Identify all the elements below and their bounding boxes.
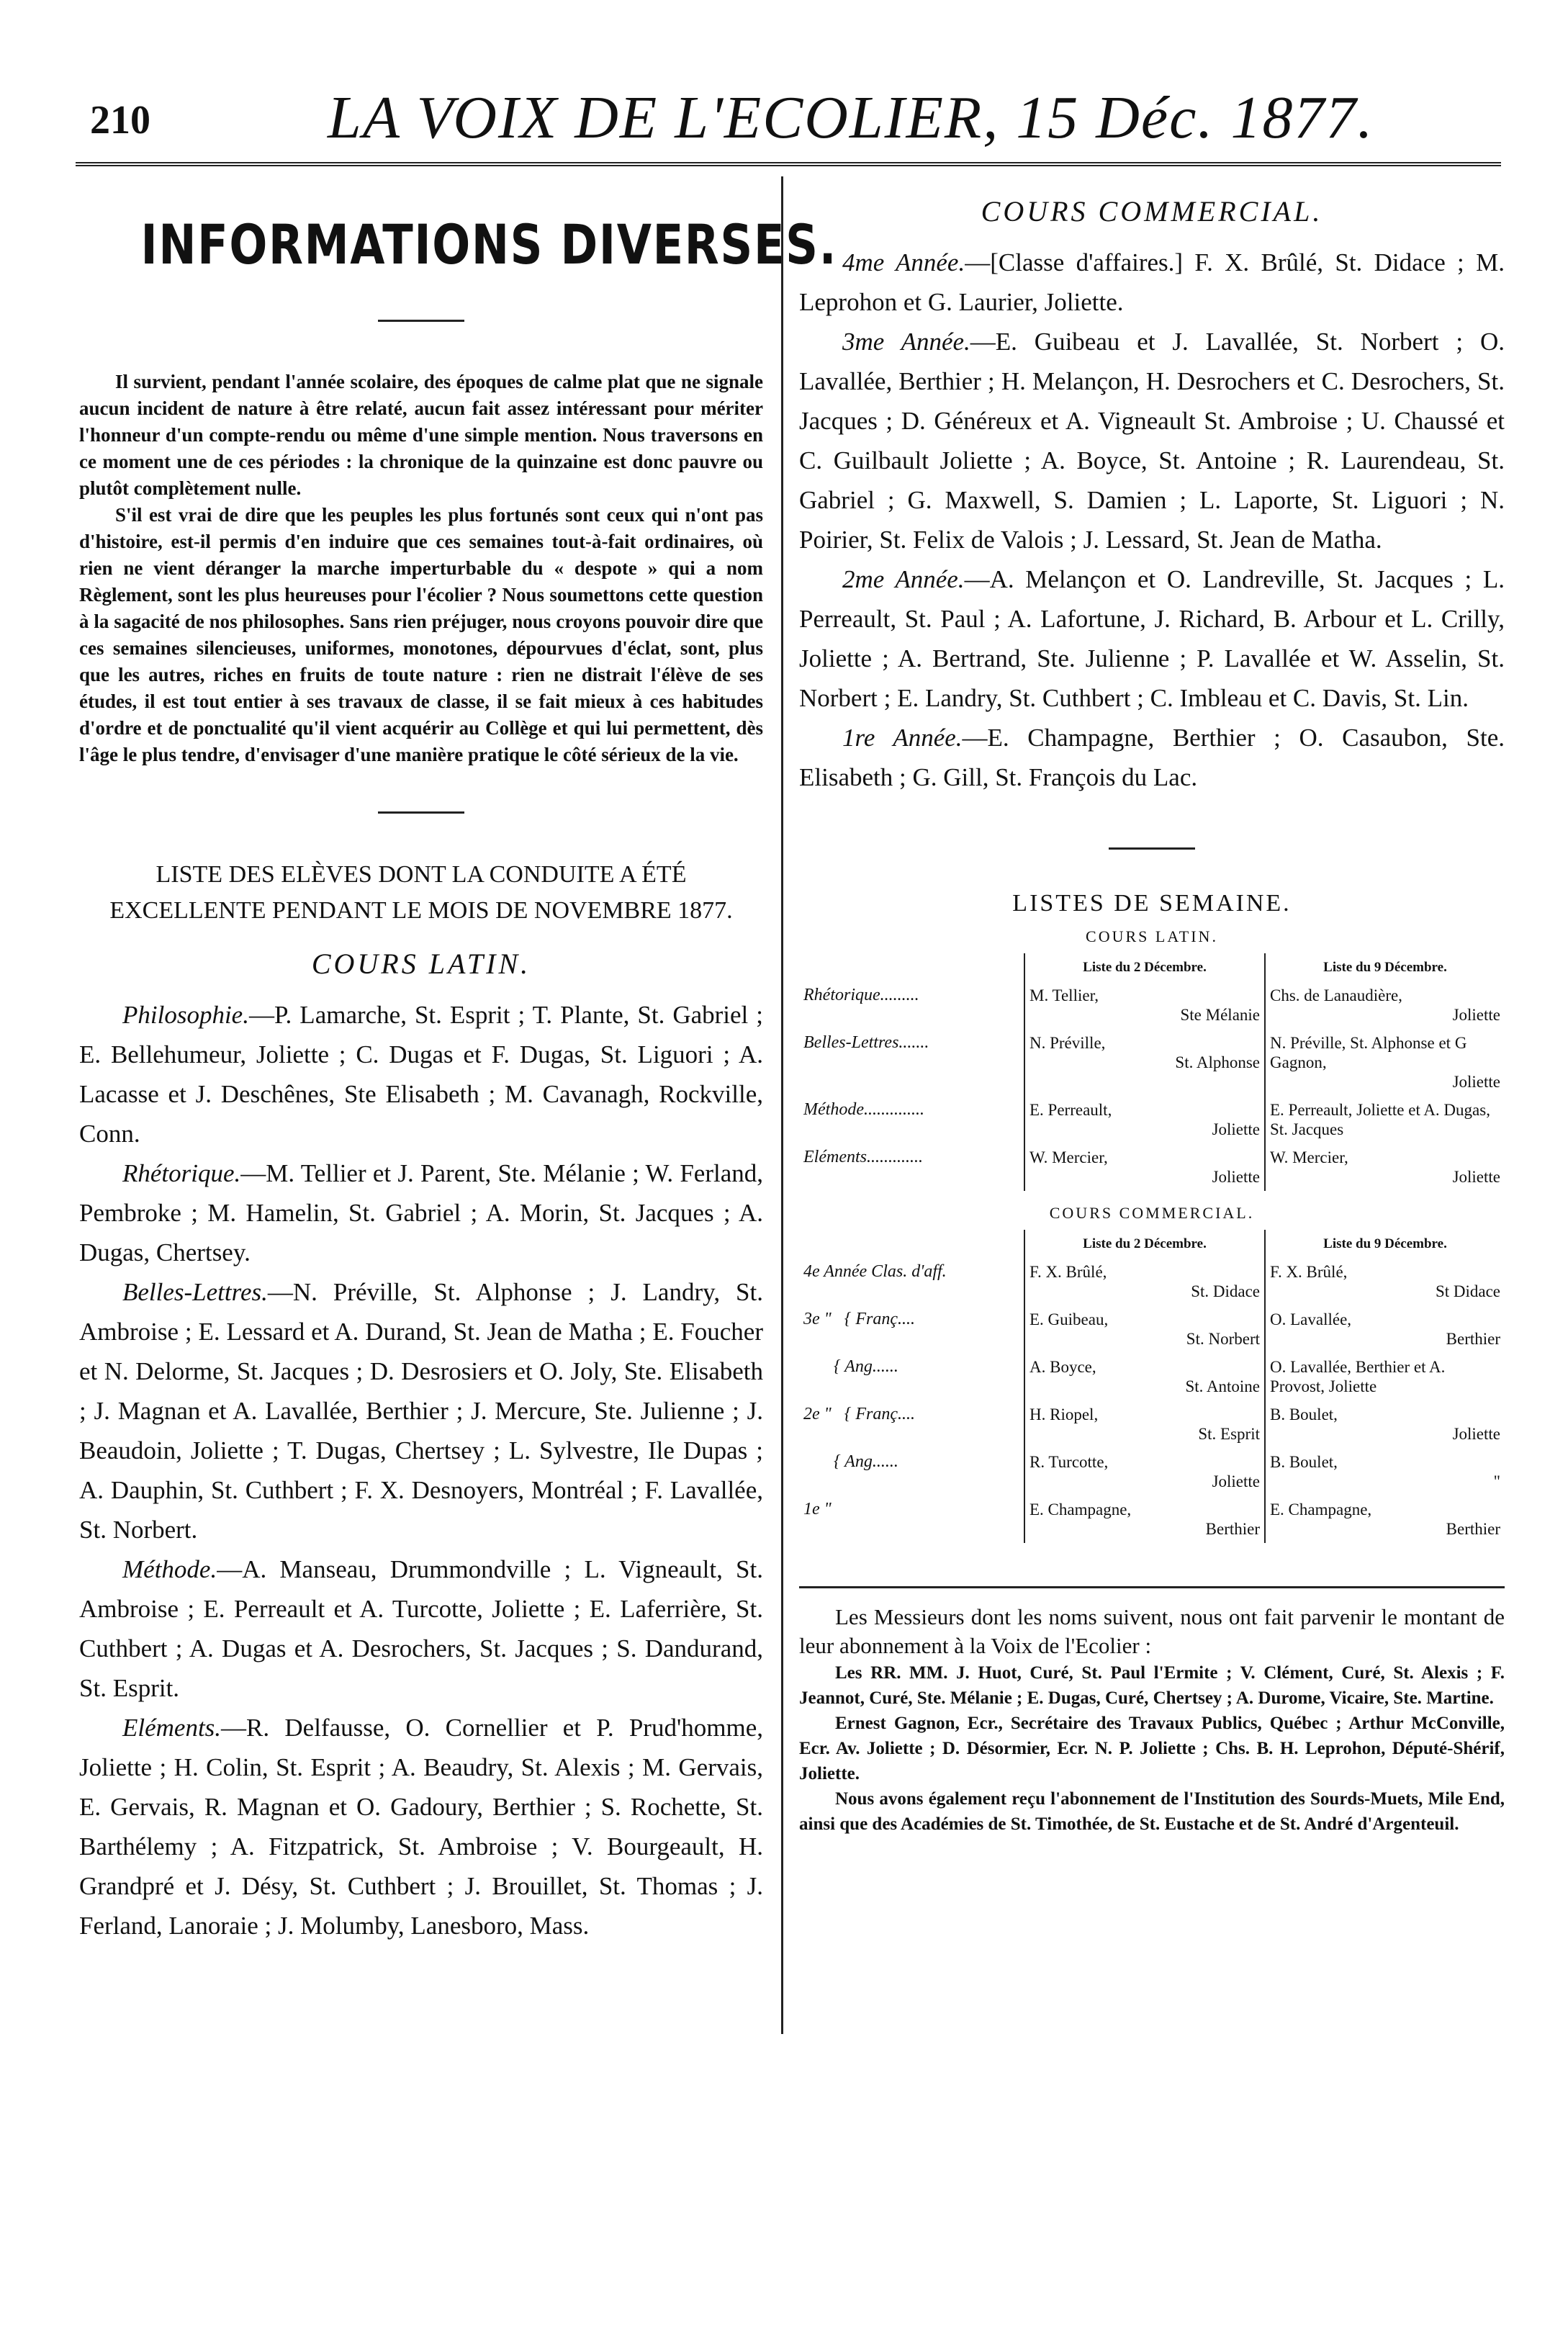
- cell-place: Joliette: [1452, 1168, 1500, 1186]
- entry-text: —E. Champagne, Berthier ; O. Casaubon, Ste. Elisabeth ; G. Gill, St. François du Lac.: [799, 724, 1505, 791]
- row-label: 2e " { Franç....: [803, 1405, 915, 1423]
- row-label: Belles-Lettres.......: [803, 1033, 929, 1052]
- table-header-row: [799, 953, 1505, 981]
- entry-text: —P. Lamarche, St. Esprit ; T. Plante, St. Gabriel ; E. Bellehumeur, Joliette ; C. Dugas et F. Dugas, St. Liguori ; A. Lacasse et J. Deschênes, Ste Elisabeth ; M. Cavanagh, Rockville, Conn.: [79, 1001, 763, 1148]
- entry-philosophie: [79, 995, 763, 1153]
- separator-rule: [799, 1586, 1505, 1588]
- cell-place: Joliette: [1212, 1168, 1260, 1186]
- entry-label: Eléments.: [122, 1714, 222, 1742]
- table-row: [799, 1400, 1505, 1448]
- table-header-row: [799, 1230, 1505, 1258]
- table-row: [799, 1096, 1505, 1143]
- subscribers-paragraph: Les RR. MM. J. Huot, Curé, St. Paul l'Ermite ; V. Clément, Curé, St. Alexis ; F. Jeannot, Curé, Ste. Mélanie ; E. Dugas, Curé, Chertsey ; A. Durome, Vicaire, Ste. Martine.: [799, 1663, 1505, 1708]
- cell-name: R. Turcotte,: [1029, 1453, 1109, 1471]
- cell-name: F. X. Brûlé,: [1270, 1263, 1348, 1281]
- table-row: [799, 1353, 1505, 1400]
- row-label: { Ang......: [803, 1452, 898, 1471]
- column-header: Liste du 9 Décembre.: [1265, 953, 1505, 981]
- cell-name: H. Riopel,: [1029, 1405, 1099, 1423]
- entry-label: Belles-Lettres.: [122, 1278, 268, 1306]
- entry-label: Rhétorique.: [122, 1159, 241, 1187]
- cours-commercial-heading: COURS COMMERCIAL.: [981, 195, 1323, 228]
- cell-place: Ste Mélanie: [1180, 1006, 1260, 1024]
- entry-text: —N. Préville, St. Alphonse ; J. Landry, St. Ambroise ; E. Lessard et A. Durand, St. Jean de Matha ; E. Foucher et N. Delorme, St. Jacques ; D. Desrosiers et O. Joly, Ste. Elisabeth ; J. Magnan et A. Lavallée, Berthier ; J. Mercure, Ste. Julienne ; J. Beaudoin, Joliette ; T. Dugas, Chertsey ; L. Sylvestre, Ile Dupas ; A. Dauphin, St. Cuthbert ; F. X. Desnoyers, Montréal ; F. Lavallée, St. Norbert.: [79, 1278, 763, 1544]
- entry-text: —A. Manseau, Drummondville ; L. Vigneault, St. Ambroise ; E. Perreault et A. Turcotte, Joliette ; E. Laferrière, St. Cuthbert ; A. Dugas et A. Desrochers, St. Jacques ; S. Dandurand, St. Esprit.: [79, 1555, 763, 1702]
- entry-belles-lettres: [79, 1272, 763, 1549]
- cell-place: Berthier: [1446, 1520, 1500, 1538]
- row-label: 1e ": [803, 1500, 832, 1519]
- entry-label: 1re Année.: [842, 724, 963, 752]
- entry-elements: [79, 1708, 763, 1945]
- entry-label: 3me Année.: [842, 328, 970, 356]
- cell-place: Joliette: [1452, 1073, 1500, 1091]
- cell-name: M. Tellier,: [1029, 986, 1099, 1004]
- entry-text: —A. Melançon et O. Landreville, St. Jacques ; L. Perreault, St. Paul ; A. Lafortune, J. Richard, B. Arbour et L. Crilly, Joliette ; A. Bertrand, Ste. Julienne ; P. Lavallée et W. Asselin, St. Norbert ; E. Landry, St. Cuthbert ; C. Imbleau et C. Davis, St. Lin.: [799, 565, 1505, 712]
- entry-text: —M. Tellier et J. Parent, Ste. Mélanie ; W. Ferland, Pembroke ; M. Hamelin, St. Gabriel ; A. Morin, St. Jacques ; A. Dugas, Chertsey.: [79, 1159, 763, 1267]
- cell-name: N. Préville,: [1029, 1034, 1106, 1052]
- entry-rhetorique: [79, 1153, 763, 1272]
- cell-place: St. Norbert: [1186, 1330, 1260, 1348]
- commercial-week-table: [799, 1230, 1505, 1543]
- latin-table-caption: COURS LATIN.: [1086, 927, 1218, 945]
- row-label: Méthode..............: [803, 1100, 924, 1119]
- cell-place: St. Antoine: [1185, 1377, 1260, 1395]
- entry-4me-annee: [799, 243, 1505, 322]
- entry-text: —E. Guibeau et J. Lavallée, St. Norbert ; O. Lavallée, Berthier ; H. Melançon, H. Desrochers et C. Desrochers, St. Jacques ; D. Généreux et A. Vigneault St. Ambroise ; U. Chaussé et C. Guilbault Joliette ; A. Boyce, St. Antoine ; R. Laurendeau, St. Gabriel ; G. Maxwell, S. Damien ; L. Laporte, St. Liguori ; N. Poirier, St. Felix de Valois ; J. Lessard, St. Jean de Matha.: [799, 328, 1505, 554]
- cell-name: W. Mercier,: [1270, 1148, 1348, 1166]
- table-row: [799, 1143, 1505, 1191]
- cell-name: O. Lavallée, Berthier et A. Provost, Joliette: [1270, 1358, 1446, 1395]
- column-divider: [781, 176, 783, 2034]
- entry-2me-annee: [799, 559, 1505, 718]
- cell-name: N. Préville, St. Alphonse et G Gagnon,: [1270, 1034, 1467, 1071]
- subscribers-section: [799, 1603, 1505, 1837]
- subscribers-paragraph: Ernest Gagnon, Ecr., Secrétaire des Travaux Publics, Québec ; Arthur McConville, Ecr. Av. Joliette ; D. Désormier, Ecr. N. P. Joliette ; Chs. B. H. Leprohon, Député-Shérif, Joliette.: [799, 1714, 1505, 1783]
- right-column: [799, 191, 1505, 1837]
- row-label: 4e Année Clas. d'aff.: [803, 1262, 947, 1281]
- entry-text: —R. Delfausse, O. Cornellier et P. Prud'homme, Joliette ; H. Colin, St. Esprit ; A. Beaudry, St. Alexis ; M. Gervais, E. Gervais, R. Magnan et O. Gadoury, Berthier ; S. Rochette, St. Barthélemy ; A. Fitzpatrick, St. Ambroise ; V. Bourgeault, H. Grandpré et J. Désy, St. Cuthbert ; J. Brouillet, St. Thomas ; J. Ferland, Lanoraie ; J. Molumby, Lanesboro, Mass.: [79, 1714, 763, 1940]
- cell-place: Joliette: [1212, 1472, 1260, 1490]
- table-row: [799, 1029, 1505, 1096]
- page-title: LA VOIX DE L'ECOLIER, 15 Déc. 1877.: [328, 84, 1374, 151]
- table-row: [799, 1258, 1505, 1305]
- separator-rule: [378, 320, 464, 322]
- cell-name: E. Champagne,: [1270, 1501, 1372, 1519]
- cell-place: Joliette: [1212, 1120, 1260, 1138]
- column-header: Liste du 2 Décembre.: [1024, 1230, 1265, 1258]
- page-number: 210: [90, 98, 150, 143]
- row-label: Eléments.............: [803, 1148, 923, 1166]
- cell-name: A. Boyce,: [1029, 1358, 1096, 1376]
- table-row: [799, 1495, 1505, 1543]
- row-label: { Ang......: [803, 1357, 898, 1376]
- entry-3me-annee: [799, 322, 1505, 559]
- row-label: Rhétorique.........: [803, 986, 919, 1004]
- cell-place: St. Esprit: [1198, 1425, 1260, 1443]
- cell-place: ": [1493, 1472, 1500, 1490]
- cell-place: St. Didace: [1191, 1282, 1260, 1300]
- latin-week-table: [799, 953, 1505, 1191]
- entry-label: Philosophie.: [122, 1001, 249, 1029]
- column-header: Liste du 2 Décembre.: [1024, 953, 1265, 981]
- page-header: [76, 79, 1501, 158]
- conduct-list-heading: LISTE DES ELÈVES DONT LA CONDUITE A ÉTÉ EXCELLENTE PENDANT LE MOIS DE NOVEMBRE 1877.: [109, 861, 733, 924]
- column-header: Liste du 9 Décembre.: [1265, 1230, 1505, 1258]
- cell-name: B. Boulet,: [1270, 1453, 1338, 1471]
- commercial-table-caption: COURS COMMERCIAL.: [1049, 1204, 1255, 1222]
- row-label: 3e " { Franç....: [803, 1310, 915, 1328]
- cell-place: Berthier: [1205, 1520, 1260, 1538]
- table-row: [799, 1305, 1505, 1353]
- separator-rule: [378, 811, 464, 814]
- entry-methode: [79, 1549, 763, 1708]
- cell-name: O. Lavallée,: [1270, 1310, 1352, 1328]
- entry-label: 2me Année.: [842, 565, 965, 593]
- subscribers-intro: Les Messieurs dont les noms suivent, nous ont fait parvenir le montant de leur abonnement à la Voix de l'Ecolier :: [799, 1604, 1505, 1658]
- cell-place: Joliette: [1452, 1425, 1500, 1443]
- cell-place: St Didace: [1435, 1282, 1500, 1300]
- cell-name: E. Champagne,: [1029, 1501, 1132, 1519]
- paragraph-2: S'il est vrai de dire que les peuples les plus fortunés sont ceux qui n'ont pas d'histoire, est-il permis d'en induire que ces semaines tout-à-fait ordinaires, où rien ne vient déranger la marche imperturbable du « despote » qui a nom Règlement, sont les plus heureuses pour l'écolier ? Nous soumettons cette question à la sagacité de nos philosophes. Sans rien préjuger, nous croyons pouvoir dire que ces semaines silencieuses, uniformes, monotones, dépourvues d'éclat, sont, plus que les autres, riches en fruits de toute nature : rien ne distrait l'élève de ses études, il est tout entier à ses travaux de classe, il se fait mieux à ces habitudes d'ordre et de ponctualité qu'il vient acquérir au Collège et qui lui permettent, dès l'âge le plus tendre, d'envisager d'une manière pratique le côté sérieux de la vie.: [79, 504, 763, 765]
- cell-name: E. Guibeau,: [1029, 1310, 1109, 1328]
- paragraph-1: Il survient, pendant l'année scolaire, des époques de calme plat que ne signale aucun incident de nature à être relaté, aucun fait assez intéressant pour mériter l'honneur d'un compte-rendu ou même d'une simple mention. Nous traversons en ce moment une de ces périodes : la chronique de la quinzaine est donc pauvre ou plutôt complètement nulle.: [79, 371, 763, 499]
- cell-name: E. Perreault, Joliette et A. Dugas, St. Jacques: [1270, 1101, 1490, 1138]
- header-rule: [76, 162, 1501, 171]
- cell-place: Joliette: [1452, 1006, 1500, 1024]
- subscribers-paragraph: Nous avons également reçu l'abonnement de l'Institution des Sourds-Muets, Mile End, ainsi que des Académies de St. Timothée, de St. Eustache et de St. André d'Argenteuil.: [799, 1789, 1505, 1834]
- entry-text: —[Classe d'affaires.] F. X. Brûlé, St. Didace ; M. Leprohon et G. Laurier, Joliette.: [799, 248, 1505, 316]
- cours-latin-heading: COURS LATIN.: [311, 948, 531, 980]
- entry-label: 4me Année.: [842, 248, 965, 276]
- cell-name: F. X. Brûlé,: [1029, 1263, 1107, 1281]
- cell-name: E. Perreault,: [1029, 1101, 1112, 1119]
- cell-name: W. Mercier,: [1029, 1148, 1108, 1166]
- cell-name: B. Boulet,: [1270, 1405, 1338, 1423]
- entry-label: Méthode.: [122, 1555, 217, 1583]
- cell-place: St. Alphonse: [1175, 1053, 1260, 1071]
- cell-name: Chs. de Lanaudière,: [1270, 986, 1402, 1004]
- table-row: [799, 1448, 1505, 1495]
- listes-semaine-heading: LISTES DE SEMAINE.: [1012, 890, 1292, 917]
- table-row: [799, 981, 1505, 1029]
- cell-place: Berthier: [1446, 1330, 1500, 1348]
- section-heading-informations: INFORMATIONS DIVERSES.: [140, 212, 838, 276]
- separator-rule: [1109, 847, 1195, 850]
- entry-1re-annee: [799, 718, 1505, 797]
